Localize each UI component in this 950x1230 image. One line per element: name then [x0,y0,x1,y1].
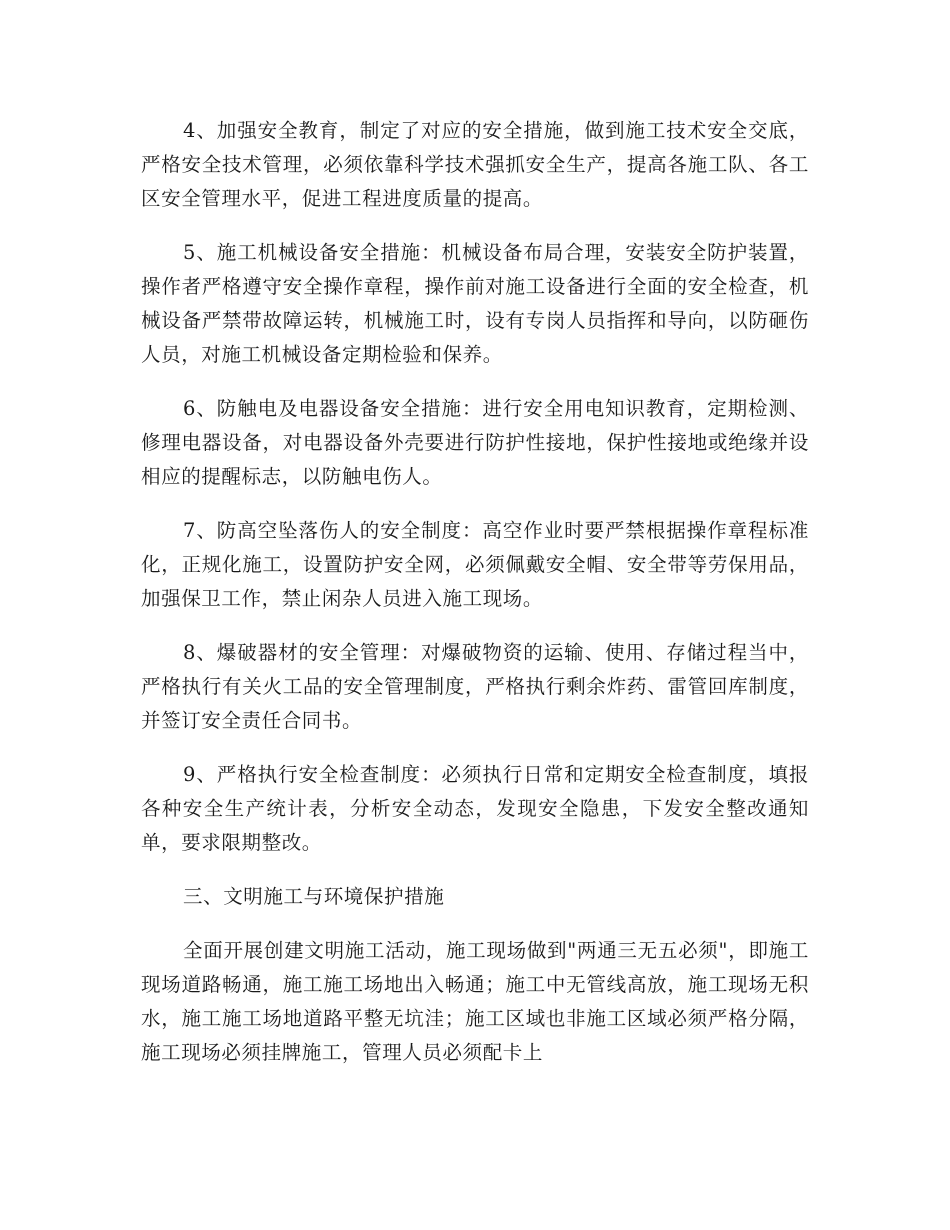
paragraph-item-6: 6、防触电及电器设备安全措施：进行安全用电知识教育，定期检测、修理电器设备，对电器设备外壳要进行防护性接地，保护性接地或绝缘并设相应的提醒标志，以防触电伤人。 [141,397,809,488]
paragraph-item-9: 9、严格执行安全检查制度：必须执行日常和定期安全检查制度，填报各种安全生产统计表，分析安全动态，发现安全隐患，下发安全整改通知单，要求限期整改。 [141,763,809,854]
paragraph-civilized-construction: 全面开展创建文明施工活动，施工现场做到"两通三无五必须"，即施工现场道路畅通，施工施工场地出入畅通；施工中无管线高放，施工现场无积水，施工施工场地道路平整无坑洼；施工区域也非施工区域必须严格分隔，施工现场必须挂牌施工，管理人员必须配卡上 [141,939,809,1064]
paragraph-item-7: 7、防高空坠落伤人的安全制度：高空作业时要严禁根据操作章程标准化，正规化施工，设置防护安全网，必须佩戴安全帽、安全带等劳保用品，加强保卫工作，禁止闲杂人员进入施工现场。 [141,519,809,610]
paragraph-item-4: 4、加强安全教育，制定了对应的安全措施，做到施工技术安全交底，严格安全技术管理，必须依靠科学技术强抓安全生产，提高各施工队、各工区安全管理水平，促进工程进度质量的提高。 [141,119,809,210]
paragraph-item-5: 5、施工机械设备安全措施：机械设备布局合理，安装安全防护装置，操作者严格遵守安全操作章程，操作前对施工设备进行全面的安全检查，机械设备严禁带故障运转，机械施工时，设有专岗人员指挥和导向，以防砸伤人员，对施工机械设备定期检验和保养。 [141,241,809,366]
document-body [141,114,809,1090]
paragraph-item-8: 8、爆破器材的安全管理：对爆破物资的运输、使用、存储过程当中，严格执行有关火工品的安全管理制度，严格执行剩余炸药、雷管回库制度，并签订安全责任合同书。 [141,641,809,732]
section-heading: 三、文明施工与环境保护措施 [183,885,445,908]
